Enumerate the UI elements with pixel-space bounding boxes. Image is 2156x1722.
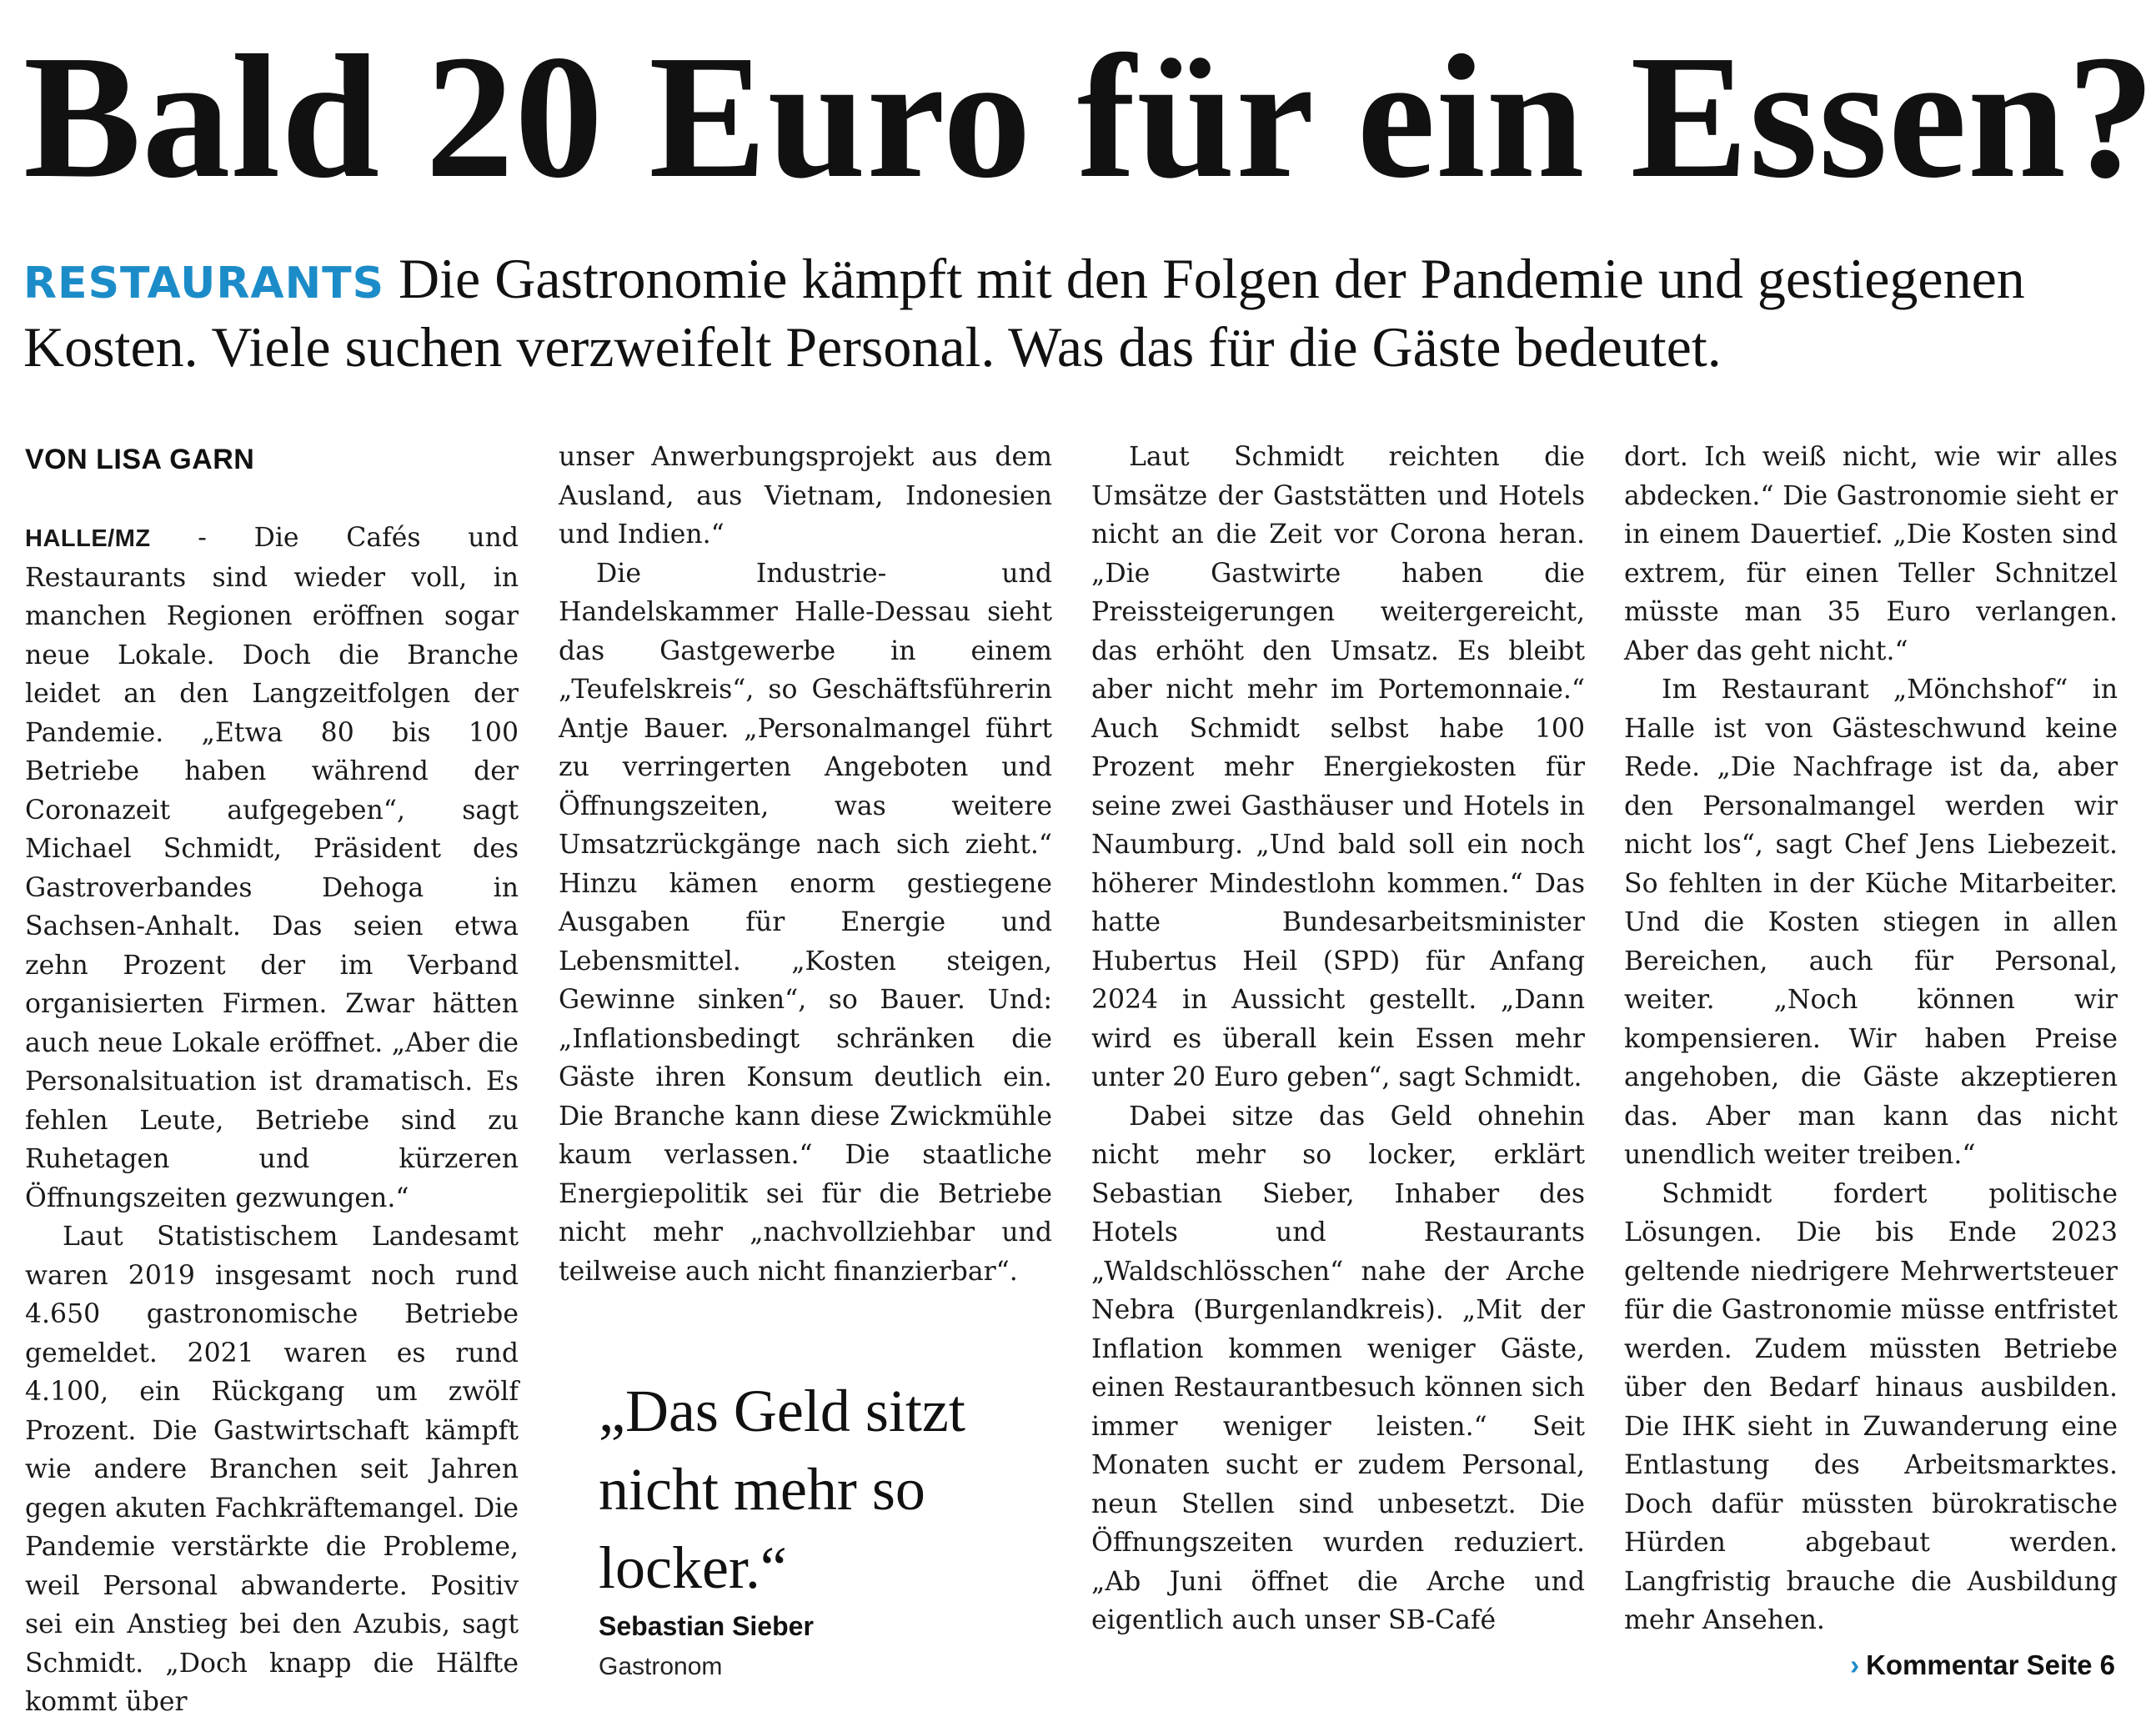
article-subhead [23,247,2108,379]
paragraph: Die Industrie- und Handelskammer Halle-Dessau sieht das Gastgewerbe in einem „Teufelskreis“, so Geschäftsführerin Antje Bauer. „Personalmangel führt zu verringerten Angeboten und Öffnungszeiten, was weitere Umsatzrückgänge nach sich zieht.“ Hinzu kämen enorm gestiegene Ausgaben für Energie und Lebensmittel. „Kosten steigen, Gewinne sinken“, so Bauer. Und: „Inflationsbedingt schränken die Gäste ihren Konsum deutlich ein. Die Branche kann diese Zwickmühle kaum verlassen.“ Die staatliche Energiepolitik sei für die Betriebe nicht mehr „nachvollziehbar und teilweise auch nicht finanzierbar“. [559,558,1052,1287]
text-column-4 [1624,438,2118,1640]
comment-page-link[interactable] [1850,1649,2115,1681]
paragraph: Im Restaurant „Mönchshof“ in Halle ist von Gästeschwund keine Rede. „Die Nachfrage ist da, aber den Personalmangel werden wir nicht los“, sagt Chef Jens Liebezeit. So fehlten in der Küche Mitarbeiter. Und die Kosten stiegen in allen Bereichen, auch für Personal, weiter. „Noch können wir kompensieren. Wir haben Preise angehoben, die Gäste akzeptieren das. Aber man kann das nicht unendlich weiter treiben.“ [1624,675,2118,1170]
article-headline: Bald 20 Euro für ein Essen? [23,18,2156,214]
text-column-1 [25,519,519,1722]
comment-page-label: Kommentar Seite 6 [1866,1649,2115,1680]
paragraph: dort. Ich weiß nicht, wie wir alles abdecken.“ Die Gastronomie sieht er in einem Dauertief. „Die Kosten sind extrem, für einen Teller Schnitzel müsste man 35 Euro verlangen. Aber das geht nicht.“ [1624,442,2118,666]
paragraph [25,519,519,1217]
byline: VON LISA GARN [25,444,255,475]
paragraph: Laut Statistischem Landesamt waren 2019 insgesamt noch rund 4.650 gastronomische Betriebe gemeldet. 2021 waren es rund 4.100, ein Rückgang um zwölf Prozent. Die Gastwirtschaft kämpft wie andere Branchen seit Jahren gegen akuten Fachkräftemangel. Die Pandemie verstärkte die Probleme, weil Personal abwanderte. Positiv sei ein Anstieg bei den Azubis, sagt Schmidt. „Doch knapp die Hälfte kommt über [25,1222,519,1717]
text-column-3 [1091,438,1585,1640]
section-kicker: RESTAURANTS [23,259,385,309]
text-column-2 [559,438,1052,1291]
subhead-text: Die Gastronomie kämpft mit den Folgen der Pandemie und gestiegenen Kosten. Viele suchen verzweifelt Personal. Was das für die Gäste bedeutet. [23,247,2025,379]
paragraph: Laut Schmidt reichten die Umsätze der Gaststätten und Hotels nicht an die Zeit vor Corona heran. „Die Gastwirte haben die Preissteigerungen weitergereicht, das erhöht den Umsatz. Es bleibt aber nicht mehr im Portemonnaie.“ Auch Schmidt selbst habe 100 Prozent mehr Energiekosten für seine zwei Gasthäuser und Hotels in Naumburg. „Und bald soll ein noch höherer Mindestlohn kommen.“ Das hatte Bundesarbeitsminister Hubertus Heil (SPD) für Anfang 2024 in Aussicht gestellt. „Dann wird es überall kein Essen mehr unter 20 Euro geben“, sagt Schmidt. [1091,442,1585,1092]
pull-quote-role: Gastronom [599,1653,723,1680]
dateline: HALLE/MZ [25,525,151,552]
paragraph-text: - Die Cafés und Restaurants sind wieder voll, in manchen Regionen eröffnen sogar neue Lokale. Doch die Branche leidet an den Langzeitfolgen der Pandemie. „Etwa 80 bis 100 Betriebe haben während der Coronazeit aufgegeben“, sagt Michael Schmidt, Präsident des Gastroverbandes Dehoga in Sachsen-Anhalt. Das seien etwa zehn Prozent der im Verband organisierten Firmen. Zwar hätten auch neue Lokale eröffnet. „Aber die Personalsituation ist dramatisch. Es fehlen Leute, Betriebe sind zu Ruhetagen und kürzeren Öffnungszeiten gezwungen.“ [25,523,519,1213]
pull-quote: „Das Geld sitzt nicht mehr so locker.“ [599,1378,965,1601]
paragraph: unser Anwerbungsprojekt aus dem Ausland, aus Vietnam, Indonesien und Indien.“ [559,442,1052,550]
paragraph: Dabei sitze das Geld ohnehin nicht mehr so locker, erklärt Sebastian Sieber, Inhaber des Hotels und Restaurants „Waldschlösschen“ nahe der Arche Nebra (Burgenlandkreis). „Mit der Inflation kommen weniger Gäste, einen Restaurantbesuch können sich immer weniger leisten.“ Seit Monaten sucht er zudem Personal, neun Stellen sind unbesetzt. Die Öffnungszeiten wurden reduziert. „Ab Juni öffnet die Arche und eigentlich auch unser SB-Café [1091,1101,1585,1635]
pull-quote-author: Sebastian Sieber [599,1611,814,1641]
chevron-right-icon: › [1850,1649,1860,1680]
paragraph: Schmidt fordert politische Lösungen. Die bis Ende 2023 geltende niedrigere Mehrwertsteuer für die Gastronomie müsse entfristet werden. Zudem müssten Betriebe über den Bedarf hinaus ausbilden. Die IHK sieht in Zuwanderung eine Entlastung des Arbeitsmarktes. Doch dafür müssten bürokratische Hürden abgebaut werden. Langfristig brauche die Ausbildung mehr Ansehen. [1624,1178,2118,1635]
